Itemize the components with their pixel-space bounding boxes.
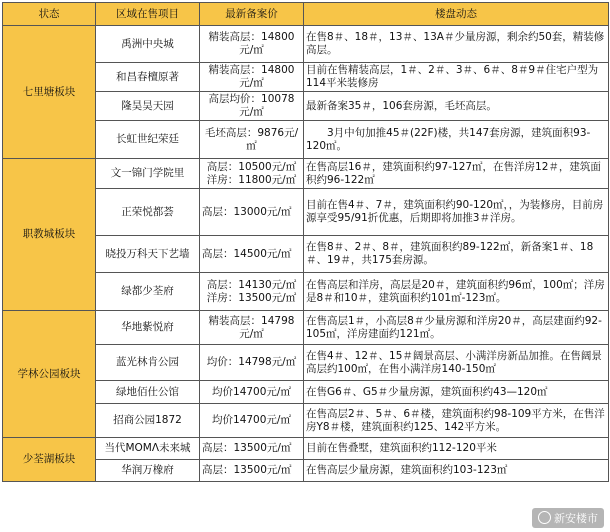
table-row — [3, 26, 609, 63]
price-cell — [200, 159, 304, 189]
price-cell — [200, 345, 304, 381]
news-cell: 在售8＃、2＃、8＃，建筑面积约89-122㎡，新备案1＃、18＃、19＃，共175套房源。 — [304, 236, 609, 273]
price-line: 高层：14500元/㎡ — [202, 247, 292, 260]
table-row — [3, 311, 609, 345]
price-line: 高层均价：10078元/㎡ — [208, 93, 295, 118]
table-row — [3, 159, 609, 189]
project-name: 长虹世纪荣廷 — [96, 121, 200, 159]
news-cell: 在售高层和洋房，高层是20＃，建筑面积约96㎡，100㎡；洋房是8＃和10＃，建筑面积约101㎡-123㎡。 — [304, 273, 609, 311]
news-cell: 在售高层1＃，小高层8＃少量房源和洋房20＃，高层建面约92-105㎡，洋房建面约121㎡。 — [304, 311, 609, 345]
project-name: 当代MOMΛ未来城 — [96, 438, 200, 460]
news-cell: 目前在售4＃、7＃，建筑面积约90-120㎡，，为装修房，目前房源享受95/91折优惠，后期即将加推3＃洋房。 — [304, 189, 609, 236]
price-cell — [200, 311, 304, 345]
news-cell: 在售4＃、12＃、15＃阔景高层、小满洋房新品加推。在售阔景高层约100㎡，在售小满洋房140-150㎡ — [304, 345, 609, 381]
price-line: 高层：13000元/㎡ — [202, 205, 292, 218]
news-cell: 3月中旬加推45＃(22F)楼，共147套房源，建筑面积93-120㎡。 — [304, 121, 609, 159]
project-name: 绿都少荃府 — [96, 273, 200, 311]
price-line: 洋房：11800元/㎡ — [206, 173, 297, 186]
price-line: 均价14700元/㎡ — [212, 385, 291, 398]
price-cell — [200, 460, 304, 482]
project-name: 正荣悦都荟 — [96, 189, 200, 236]
header-status: 状态 — [3, 3, 96, 26]
news-cell: 目前在售精装高层，1＃、2＃、3＃、6＃、8＃9＃住宅户型为114平米装修房 — [304, 63, 609, 92]
project-name: 禹洲中央城 — [96, 26, 200, 63]
header-news: 楼盘动态 — [304, 3, 609, 26]
header-project: 区域在售项目 — [96, 3, 200, 26]
project-name: 和昌春檀原著 — [96, 63, 200, 92]
price-cell — [200, 236, 304, 273]
price-line: 高层：14130元/㎡ — [206, 278, 297, 291]
logo-icon — [538, 511, 551, 524]
watermark-text: 新安楼市 — [554, 512, 598, 525]
news-cell: 在售G6＃、G5＃少量房源，建筑面积约43—120㎡ — [304, 381, 609, 404]
project-name: 隆昊昊天园 — [96, 92, 200, 121]
block-name: 七里塘板块 — [3, 26, 96, 159]
project-name: 绿地佰仕公馆 — [96, 381, 200, 404]
price-cell — [200, 92, 304, 121]
news-cell: 目前在售叠墅，建筑面积约112-120平米 — [304, 438, 609, 460]
price-line: 精装高层：14800元/㎡ — [208, 31, 295, 56]
price-line: 洋房：13500元/㎡ — [206, 291, 297, 304]
housing-table — [2, 2, 609, 482]
project-name: 华地紫悦府 — [96, 311, 200, 345]
price-line: 高层：13500元/㎡ — [202, 442, 292, 454]
price-line: 精装高层：14798元/㎡ — [208, 314, 295, 340]
price-line: 毛坯高层：9876元/㎡ — [204, 126, 299, 152]
price-line: 精装高层：14800元/㎡ — [208, 64, 295, 89]
news-cell: 在售高层少量房源，建筑面积约103-123㎡ — [304, 460, 609, 482]
project-name: 华润万橡府 — [96, 460, 200, 482]
block-name: 学林公园板块 — [3, 311, 96, 438]
block-name: 职教城板块 — [3, 159, 96, 311]
price-cell — [200, 26, 304, 63]
price-cell — [200, 381, 304, 404]
project-name: 文一锦门学院里 — [96, 159, 200, 189]
news-cell: 在售高层16＃，建筑面积约97-127㎡，在售洋房12＃，建筑面积约96-122㎡ — [304, 159, 609, 189]
price-line: 均价：14798元/㎡ — [206, 356, 297, 368]
news-cell: 最新备案35＃，106套房源，毛坯高层。 — [304, 92, 609, 121]
header-row — [3, 3, 609, 26]
price-line: 高层：13500元/㎡ — [202, 464, 292, 476]
price-cell — [200, 189, 304, 236]
price-line: 高层：10500元/㎡ — [206, 160, 297, 173]
news-cell: 在售8＃、18＃，13＃、13A＃少量房源，剩余约50套，精装修高层。 — [304, 26, 609, 63]
project-name: 蓝光林肯公园 — [96, 345, 200, 381]
price-cell — [200, 121, 304, 159]
table-row — [3, 438, 609, 460]
price-cell — [200, 404, 304, 438]
project-name: 晓投万科天下艺墙 — [96, 236, 200, 273]
project-name: 招商公园1872 — [96, 404, 200, 438]
price-cell — [200, 438, 304, 460]
watermark — [532, 508, 604, 528]
price-cell — [200, 63, 304, 92]
price-line: 均价14700元/㎡ — [212, 414, 291, 426]
header-price: 最新备案价 — [200, 3, 304, 26]
price-cell — [200, 273, 304, 311]
news-cell: 在售高层2＃、5＃、6＃楼，建筑面积约98-109平方米，在售洋房Y8＃楼，建筑面积约125、142平方米。 — [304, 404, 609, 438]
block-name: 少荃湖板块 — [3, 438, 96, 482]
